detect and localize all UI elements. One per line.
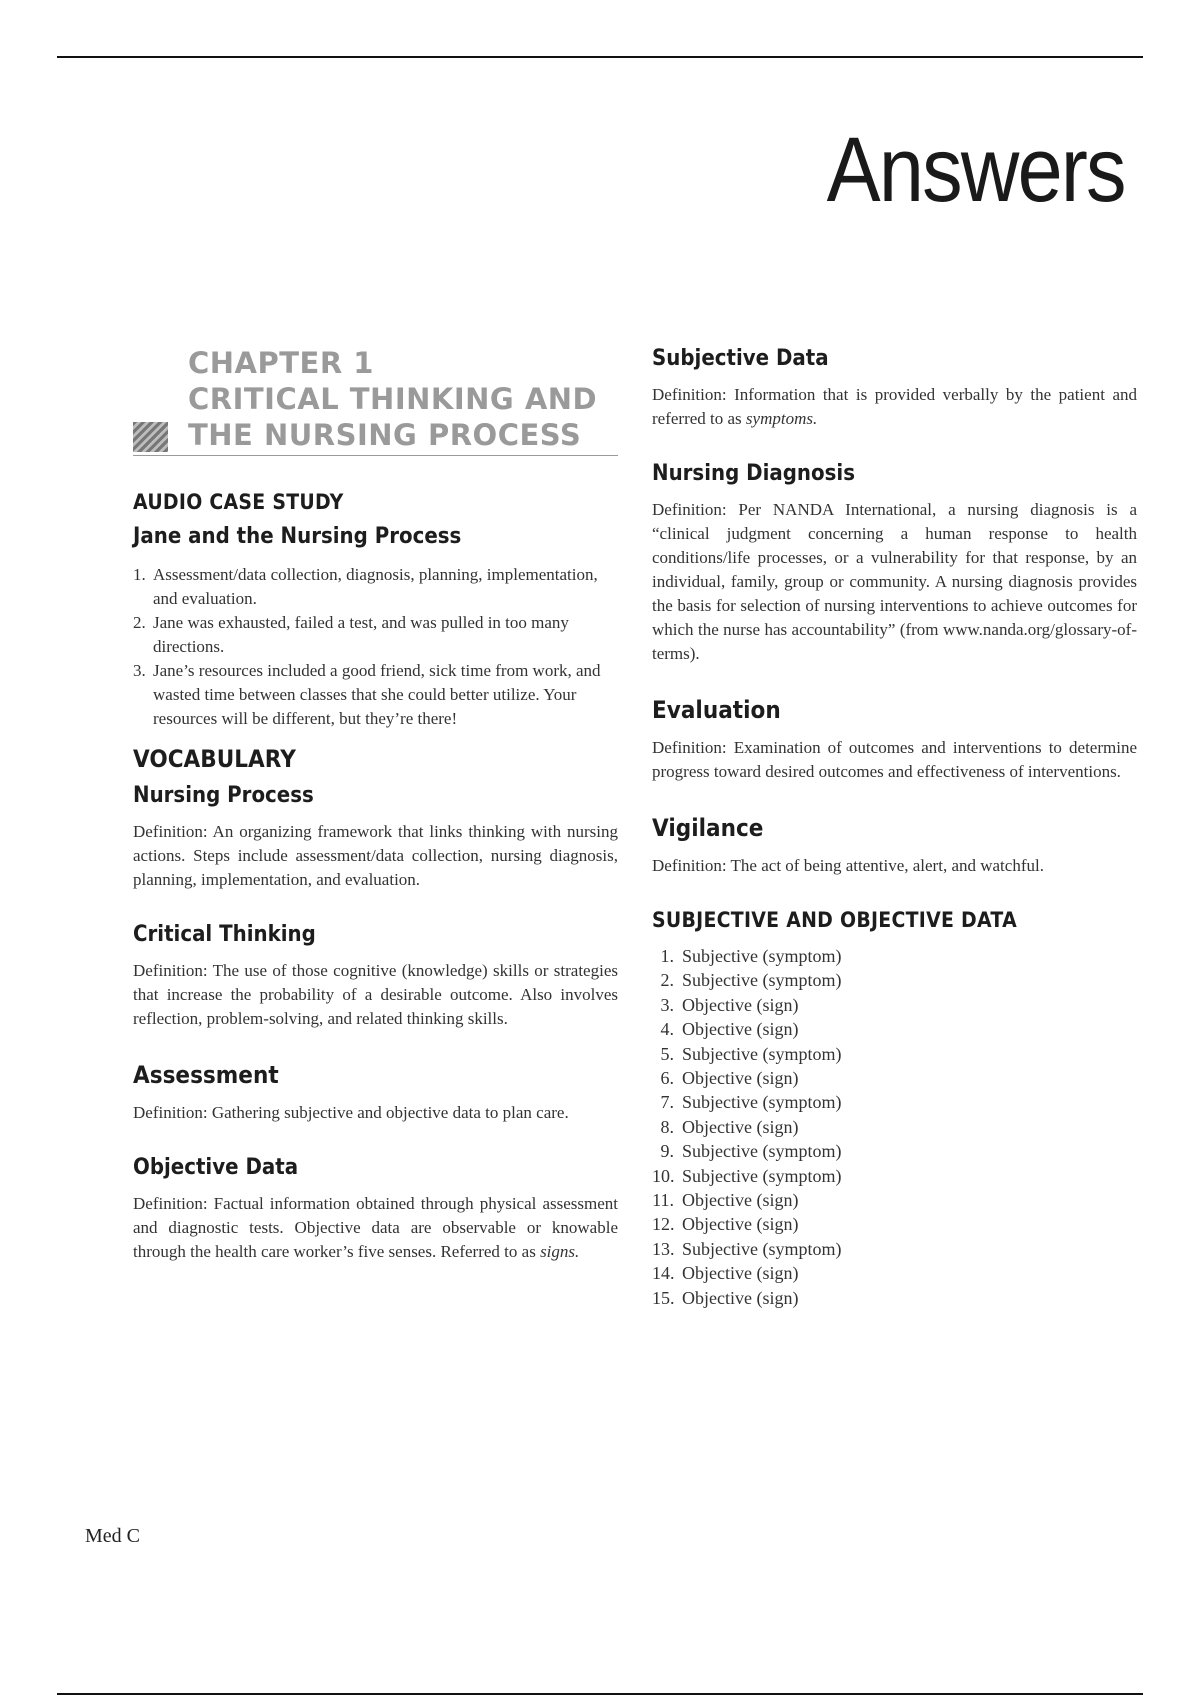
list-item: 15. Objective (sign) — [652, 1287, 799, 1308]
list-item: 1. Subjective (symptom) — [660, 946, 842, 966]
term-subjective-data: Subjective Data — [652, 346, 829, 371]
case-study-title: Jane and the Nursing Process — [133, 524, 462, 549]
list-item: 9. Subjective (symptom) — [660, 1141, 842, 1162]
list-item: 6. Objective (sign) — [660, 1068, 799, 1089]
page-footer: Med C — [85, 1525, 140, 1547]
list-item: 2. Subjective (symptom) — [660, 970, 842, 991]
definition-evaluation: Definition: Examination of outcomes and interventions to determine progress toward desired outcomes and effectiveness of interventions. — [652, 738, 1137, 781]
term-nursing-diagnosis: Nursing Diagnosis — [652, 461, 855, 486]
definition-objective-data: Definition: Factual information obtained through physical assessment and diagnostic tests. Objective data are observable or knowable through the health care worker’s five senses. Referred to as signs. — [133, 1194, 618, 1261]
term-assessment: Assessment — [133, 1061, 279, 1089]
subjective-objective-list — [652, 944, 1137, 1310]
top-rule — [57, 56, 1143, 58]
term-evaluation: Evaluation — [652, 696, 781, 724]
list-item: 11. Objective (sign) — [652, 1190, 799, 1211]
chapter-number: CHAPTER 1 — [188, 346, 374, 380]
list-item: 14. Objective (sign) — [652, 1263, 799, 1284]
chapter-title-line-2: THE NURSING PROCESS — [188, 418, 582, 452]
list-item: 10. Subjective (symptom) — [652, 1165, 842, 1186]
vocabulary-heading: VOCABULARY — [133, 745, 296, 773]
chapter-icon — [133, 422, 168, 452]
left-column — [133, 346, 618, 1264]
case-study-answers — [133, 563, 618, 731]
term-objective-data: Objective Data — [133, 1155, 299, 1180]
term-nursing-process: Nursing Process — [133, 783, 314, 808]
subjective-objective-heading: SUBJECTIVE AND OBJECTIVE DATA — [652, 908, 1017, 932]
list-item: 8. Objective (sign) — [660, 1116, 799, 1137]
right-column — [652, 346, 1137, 1310]
chapter-heading — [133, 346, 618, 456]
definition-assessment: Definition: Gathering subjective and objective data to plan care. — [133, 1103, 569, 1122]
chapter-title-line-1: CRITICAL THINKING AND — [188, 382, 598, 416]
term-critical-thinking: Critical Thinking — [133, 922, 316, 947]
definition-nursing-diagnosis: Definition: Per NANDA International, a nursing diagnosis is a “clinical judgment concerning a human response to health conditions/life processes, or a vulnerability for that response, by an individual, family, group or community. A nursing diagnosis provides the basis for selection of nursing interventions to achieve outcomes for which the nurse has accountability” (from www.nanda.org/glossary-of-terms). — [652, 500, 1137, 663]
audio-case-study-heading: AUDIO CASE STUDY — [133, 490, 344, 514]
definition-vigilance: Definition: The act of being attentive, alert, and watchful. — [652, 856, 1044, 875]
list-item: 3. Jane’s resources included a good friend, sick time from work, and wasted time between classes that she could better utilize. Your resources will be different, but they’re there! — [133, 661, 601, 728]
list-item: 3. Objective (sign) — [660, 994, 799, 1015]
list-item: 2. Jane was exhausted, failed a test, and was pulled in too many directions. — [133, 613, 569, 656]
list-item: 5. Subjective (symptom) — [660, 1043, 842, 1064]
term-vigilance: Vigilance — [652, 814, 764, 842]
list-item: 12. Objective (sign) — [652, 1214, 799, 1235]
definition-critical-thinking: Definition: The use of those cognitive (knowledge) skills or strategies that increase the probability of a desirable outcome. Also involves reflection, problem-solving, and related thinking skills. — [133, 961, 618, 1028]
list-item: 1. Assessment/data collection, diagnosis, planning, implementation, and evaluation. — [133, 565, 598, 608]
definition-subjective-data: Definition: Information that is provided verbally by the patient and referred to as symptoms. — [652, 385, 1137, 428]
page-title: Answers — [826, 119, 1125, 221]
bottom-rule — [57, 1693, 1143, 1695]
list-item: 7. Subjective (symptom) — [660, 1092, 842, 1113]
definition-nursing-process: Definition: An organizing framework that links thinking with nursing actions. Steps include assessment/data collection, nursing diagnosis, planning, implementation, and evaluation. — [133, 822, 618, 889]
list-item: 13. Subjective (symptom) — [652, 1238, 842, 1259]
list-item: 4. Objective (sign) — [660, 1019, 799, 1040]
